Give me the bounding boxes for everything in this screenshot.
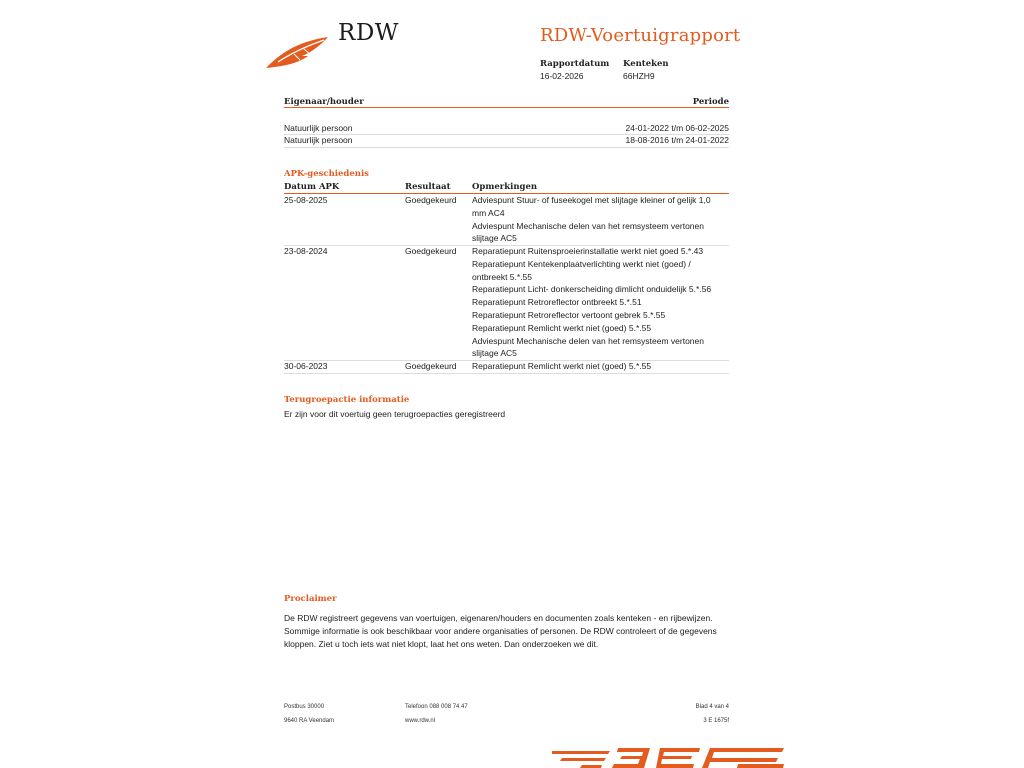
logo-text: RDW [338,20,399,46]
plate-value: 66HZH9 [623,71,655,81]
apk-col-result: Resultaat [405,182,451,192]
remark-line: Reparatiepunt Remlicht werkt niet (goed) 5.*.55 [472,322,652,333]
footer-web-link[interactable]: www.rdw.nl [405,718,436,724]
rdw-logo-icon [264,32,332,70]
apk-row-1-result: Goedgekeurd [405,195,457,205]
proclaimer-line: kloppen. Ziet u toch iets wat niet klopt, laat het ons weten. Dan onderzoeken we dit. [284,639,599,649]
apk-row-divider [284,373,729,374]
plate-label: Kenteken [623,59,669,69]
remark-line: Reparatiepunt Remlicht werkt niet (goed) 5.*.55 [472,361,652,371]
apk-col-date: Datum APK [284,182,340,192]
report-date-value: 16-02-2026 [540,71,584,81]
apk-row-3-date: 30-06-2023 [284,361,328,371]
proclaimer-text [284,612,744,651]
owner-row-1-type: Natuurlijk persoon [284,123,353,133]
apk-row-2-date: 23-08-2024 [284,246,328,256]
remark-line: Adviespunt Mechanische delen van het remsysteem vertonen [472,220,704,231]
owner-row-1-period: 24-01-2022 t/m 06-02-2025 [625,123,729,133]
remark-line: mm AC4 [472,207,505,218]
remark-line: slijtage AC5 [472,233,517,244]
apk-row-2-remarks [472,245,711,360]
apk-col-remarks: Opmerkingen [472,182,538,192]
apk-row-2-result: Goedgekeurd [405,246,457,256]
owner-row-2-period: 18-08-2016 t/m 24-01-2022 [625,135,729,145]
footer-postbus: Postbus 30000 [284,704,325,710]
remark-line: Reparatiepunt Licht- donkerscheiding dimlicht onduidelijk 5.*.56 [472,284,712,295]
remark-line: Reparatiepunt Retroreflector vertoont gebrek 5.*.55 [472,309,666,320]
footer-phone: Telefoon 088 008 74 47 [405,704,468,710]
remark-line: Reparatiepunt Retroreflector ontbreekt 5.*.51 [472,297,642,308]
owners-header-left: Eigenaar/houder [284,97,364,107]
owners-header-right: Periode [692,97,729,107]
report-title: RDW-Voertuigrapport [540,25,741,46]
footer-address: 9640 RA Veendam [284,718,335,724]
remark-line: Adviespunt Stuur- of fuseekogel met slijtage kleiner of gelijk 1,0 [472,195,711,205]
apk-section-title: APK-geschiedenis [284,169,369,179]
apk-row-3-remarks [472,360,651,373]
recall-section-title: Terugroepactie informatie [284,395,410,405]
report-date-label: Rapportdatum [540,59,610,69]
proclaimer-line: Sommige informatie is ook beschikbaar voor andere organisaties of personen. De RDW controleert of de gegevens [284,626,717,636]
remark-line: slijtage AC5 [472,348,517,359]
apk-row-1-remarks [472,194,711,245]
owner-row-divider [284,147,729,148]
rdw-stripe-decoration-icon [552,746,784,768]
footer-doc-code: 3 E 1675f [703,718,729,724]
remark-line: Reparatiepunt Kentekenplaatverlichting werkt niet (goed) / [472,258,691,269]
remark-line: Reparatiepunt Ruitensproeierinstallatie werkt niet goed 5.*.43 [472,246,704,256]
footer-page-number: Blad 4 van 4 [695,704,729,710]
proclaimer-line: De RDW registreert gegevens van voertuigen, eigenaren/houders en documenten zoals kenteken - en rijbewijzen. [284,613,713,623]
apk-row-1-date: 25-08-2025 [284,195,328,205]
remark-line: ontbreekt 5.*.55 [472,271,533,282]
proclaimer-title: Proclaimer [284,594,337,604]
remark-line: Adviespunt Mechanische delen van het remsysteem vertonen [472,335,704,346]
apk-row-3-result: Goedgekeurd [405,361,457,371]
owner-row-2-type: Natuurlijk persoon [284,135,353,145]
recall-text: Er zijn voor dit voertuig geen terugroepacties geregistreerd [284,409,506,419]
owners-header-rule [284,107,729,108]
